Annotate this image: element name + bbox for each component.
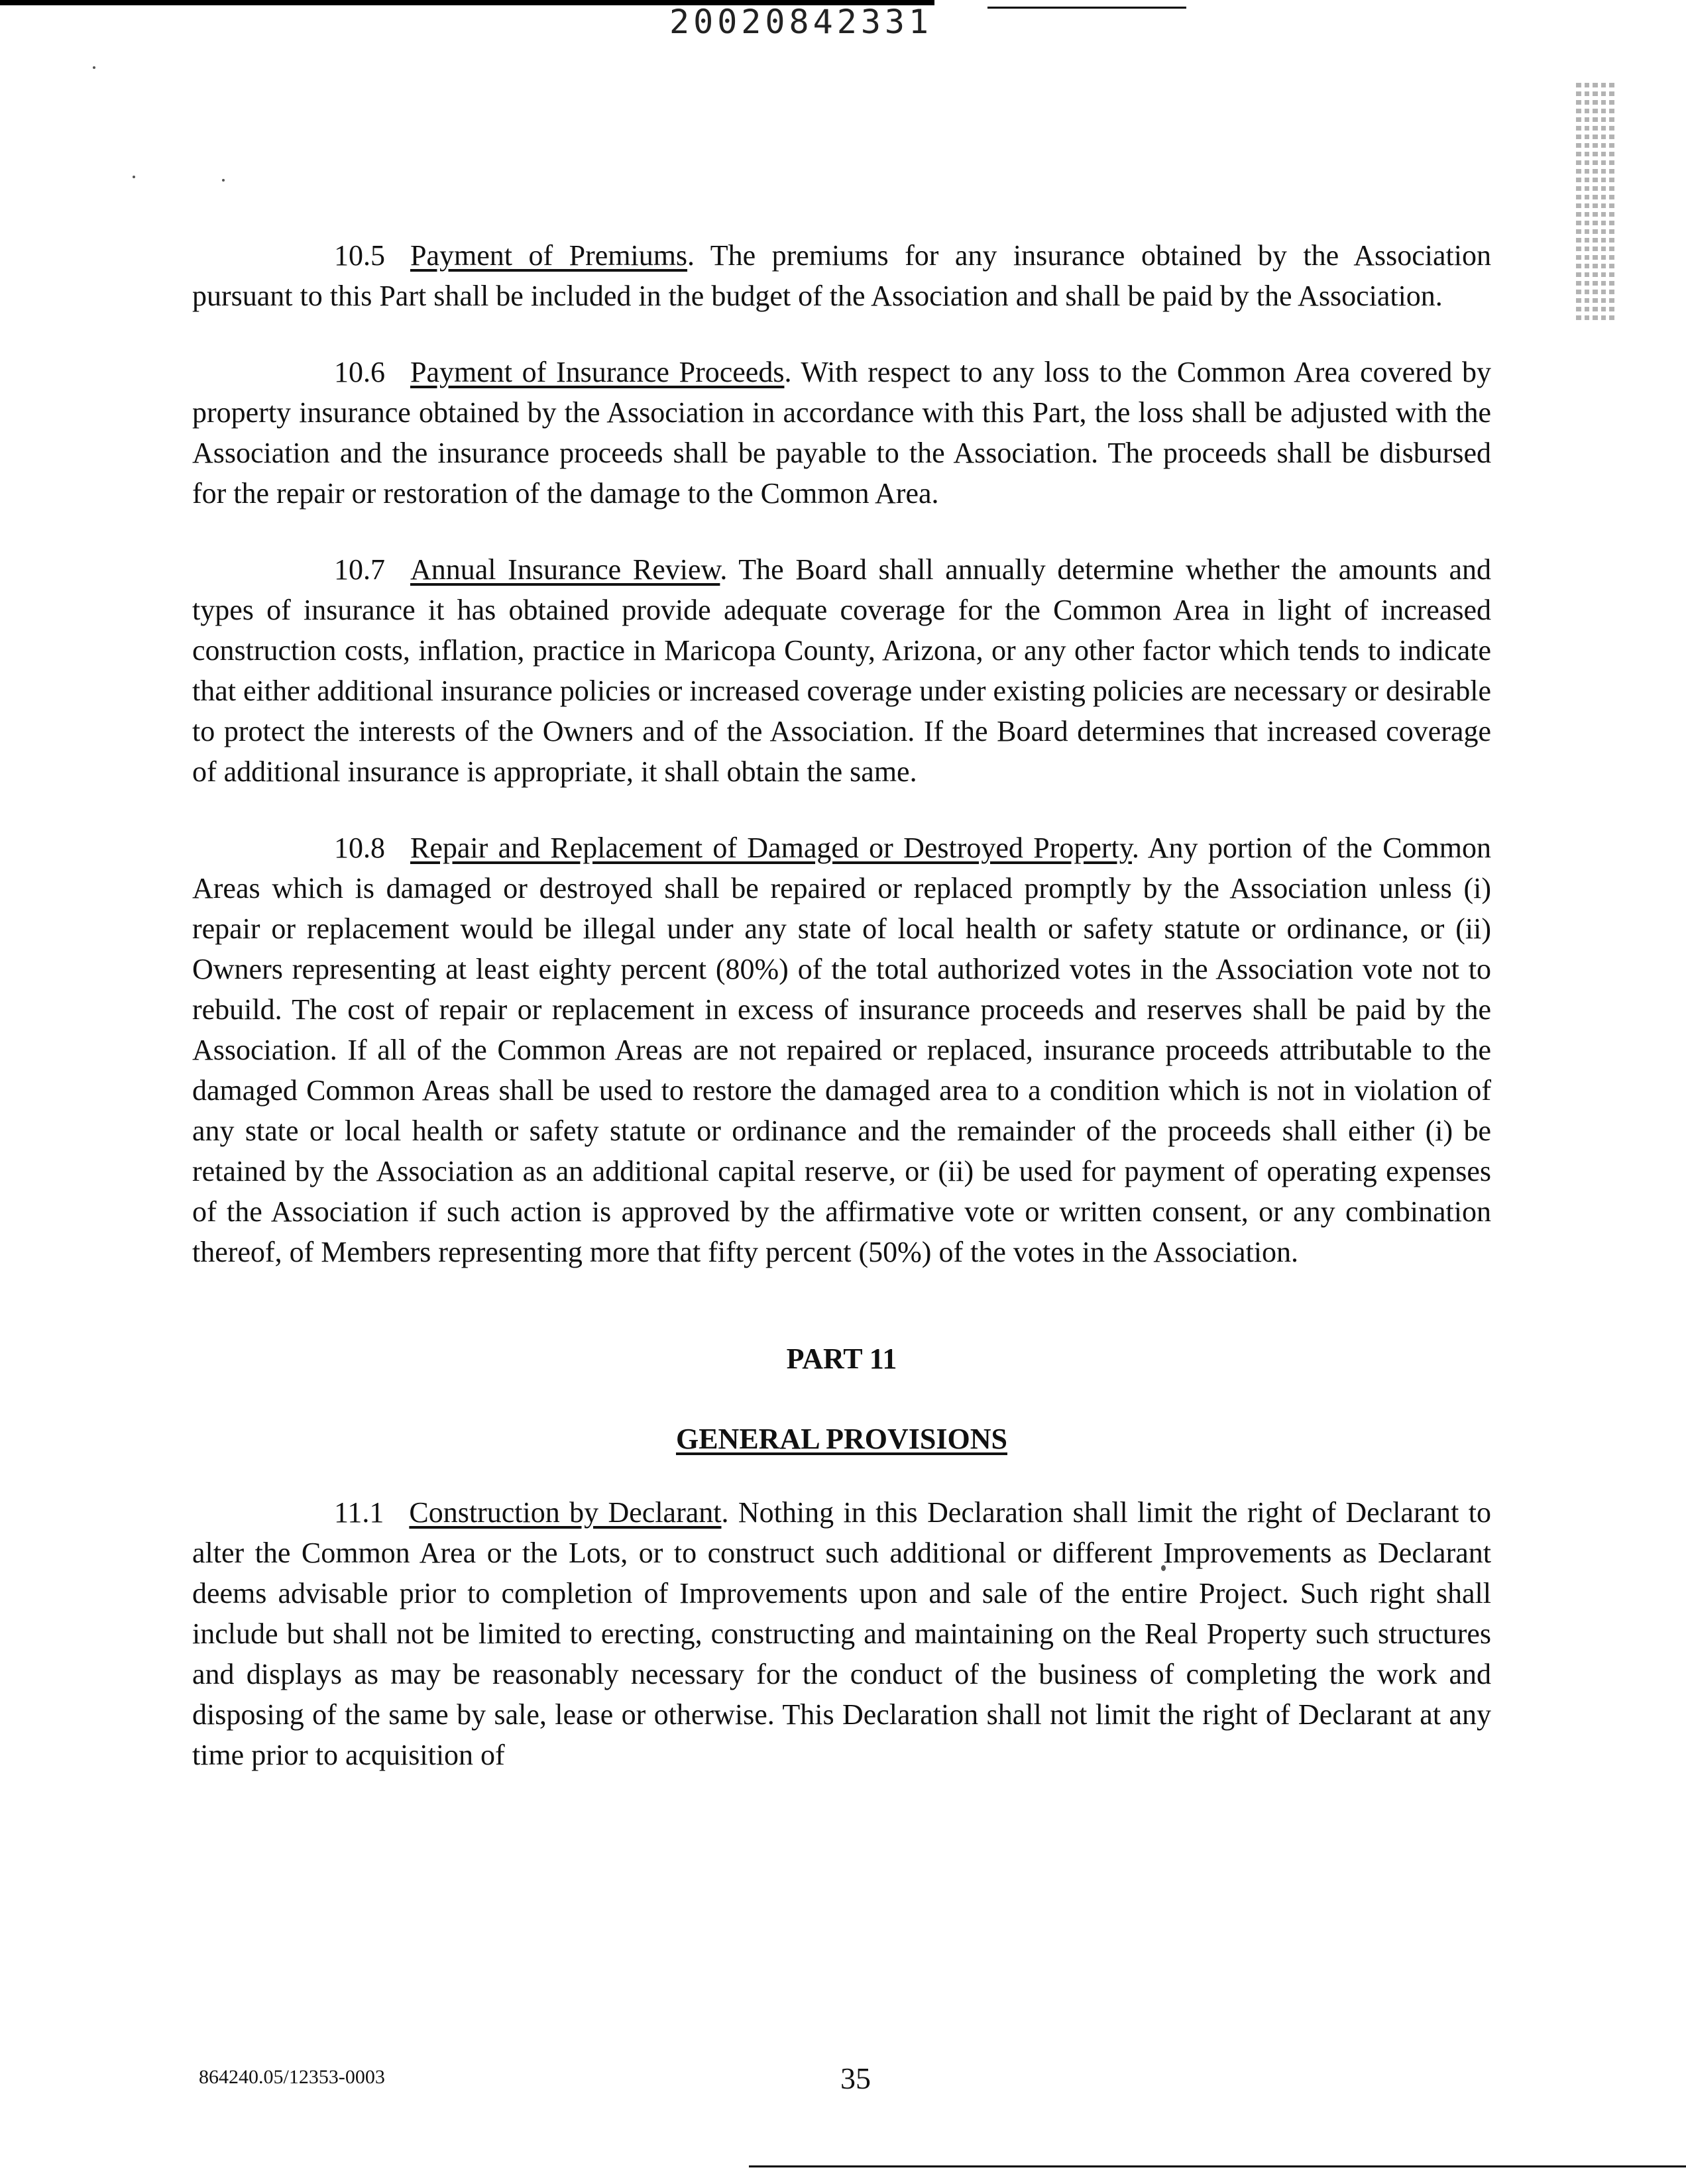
section-heading: Payment of Premiums	[410, 239, 688, 272]
section-number: 10.5	[334, 239, 385, 272]
section-number: 10.7	[334, 553, 385, 586]
scan-speck	[133, 176, 135, 178]
section-10-6	[192, 352, 1491, 514]
side-stamp-mark	[1576, 83, 1614, 321]
section-heading: Construction by Declarant	[409, 1496, 722, 1529]
section-number: 11.1	[334, 1496, 384, 1529]
section-text: . Any portion of the Common Areas which is damaged or destroyed shall be repaired or replaced promptly by the Association unless (i) repair or replacement would be illegal under any state of local health or safety statute or ordinance, or (ii) Owners representing at least eighty percent (80%) of the total authorized votes in the Association vote not to rebuild. The cost of repair or replacement in excess of insurance proceeds and reserves shall be paid by the Association. If all of the Common Areas are not repaired or replaced, insurance proceeds attributable to the damaged Common Areas shall be used to restore the damaged area to a condition which is not in violation of any state or local health or safety statute or ordinance and the remainder of the proceeds shall either (i) be retained by the Association as an additional capital reserve, or (ii) be used for payment of operating expenses of the Association if such action is approved by the affirmative vote or written consent, or any combination thereof, of Members representing more that fifty percent (50%) of the votes in the Association.	[192, 832, 1491, 1268]
section-number: 10.6	[334, 356, 385, 388]
section-11-1	[192, 1492, 1491, 1775]
footer-reference: 864240.05/12353-0003	[199, 2066, 385, 2088]
part-title: GENERAL PROVISIONS	[675, 1423, 1007, 1455]
section-heading: Repair and Replacement of Damaged or Destroyed Property	[410, 832, 1132, 864]
document-body	[192, 235, 1491, 1811]
section-number: 10.8	[334, 832, 385, 864]
page-number: 35	[840, 2061, 871, 2095]
section-heading: Payment of Insurance Proceeds	[410, 356, 785, 388]
section-text: . With respect to any loss to the Common Area covered by property insurance obtained by the Association in accordance with this Part, the loss shall be adjusted with the Association and the insurance proceeds shall be payable to the Association. The proceeds shall be disbursed for the repair or restoration of the damage to the Common Area.	[192, 356, 1491, 510]
section-text: . The Board shall annually determine whether the amounts and types of insurance it has obtained provide adequate coverage for the Common Area in light of increased construction costs, inflation, practice in Maricopa County, Arizona, or any other factor which tends to indicate that either additional insurance policies or increased coverage under existing policies are necessary or desirable to protect the interests of the Owners and of the Association. If the Board determines that increased coverage of additional insurance is appropriate, it shall obtain the same.	[192, 553, 1492, 788]
section-10-5	[192, 235, 1491, 316]
document-number: 20020842331	[669, 3, 933, 41]
section-10-8	[192, 828, 1491, 1272]
section-text: . Nothing in this Declaration shall limit the right of Declarant to alter the Common Area or the Lots, or to construct such additional or different Improvements as Declarant deems advisable prior to completion of Improvements upon and sale of the entire Project. Such right shall include but shall not be limited to erecting, constructing and maintaining on the Real Property such structures and displays as may be reasonably necessary for the conduct of the business of completing the work and disposing of the same by sale, lease or otherwise. This Declaration shall not limit the right of Declarant at any time prior to acquisition of	[192, 1496, 1491, 1771]
section-text: . The premiums for any insurance obtained by the Association pursuant to this Part shall be included in the budget of the Association and shall be paid by the Association.	[192, 239, 1491, 312]
part-label: PART 11	[786, 1342, 897, 1375]
scan-speck	[222, 179, 225, 182]
top-thin-line	[987, 7, 1186, 9]
scan-speck	[93, 66, 95, 69]
bottom-border-line	[749, 2165, 1686, 2167]
section-heading: Annual Insurance Review	[410, 553, 720, 586]
section-10-7	[192, 549, 1491, 792]
